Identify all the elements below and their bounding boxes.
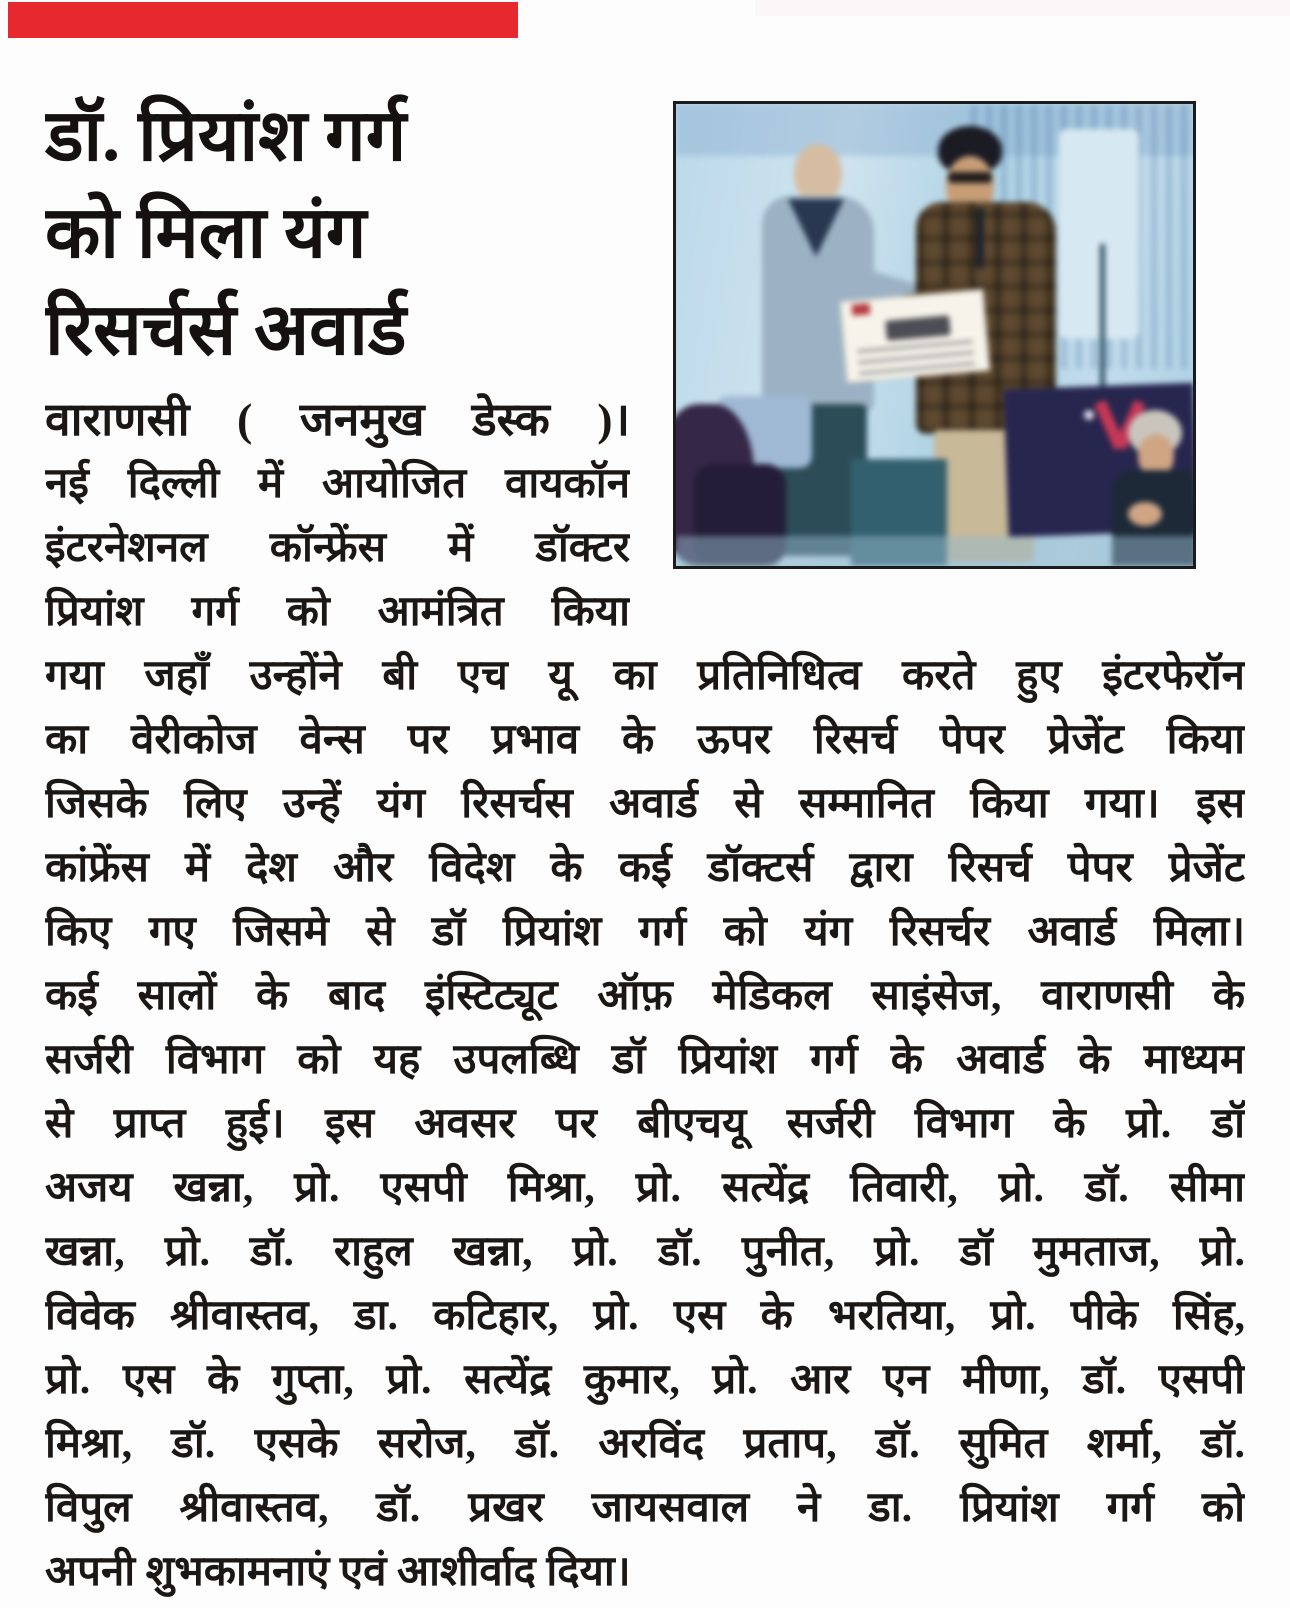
awardee-lanyard	[976, 208, 984, 268]
body-line: जिसके लिए उन्हें यंग रिसर्चस अवार्ड से सम्मानित किया गया। इस	[45, 781, 1245, 827]
body-line: का वेरीकोज वेन्स पर प्रभाव के ऊपर रिसर्च पेपर प्रेजेंट किया	[45, 717, 1245, 763]
body-line: मिश्रा, डॉ. एसके सरोज, डॉ. अरविंद प्रताप, डॉ. सुमित शर्मा, डॉ.	[45, 1421, 1245, 1467]
presenter-head	[794, 144, 842, 202]
awardee-glasses	[948, 172, 992, 183]
body-line: प्रो. एस के गुप्ता, प्रो. सत्येंद्र कुमार, प्रो. आर एन मीणा, डॉ. एसपी	[45, 1357, 1245, 1403]
body-line: से प्राप्त हुई। इस अवसर पर बीएचयू सर्जरी विभाग के प्रो. डॉ	[45, 1101, 1245, 1147]
body-line: किए गए जिसमे से डॉ प्रियांश गर्ग को यंग रिसर्चर अवार्ड मिला।	[45, 909, 1245, 955]
body-line: इंटरनेशनल कॉन्फ्रेंस में डॉक्टर	[45, 525, 630, 571]
article-headline	[45, 88, 605, 379]
body-line: विवेक श्रीवास्तव, डा. कटिहार, प्रो. एस के भरतिया, प्रो. पीके सिंह,	[45, 1293, 1245, 1339]
certificate-seal	[852, 303, 871, 316]
body-line: सर्जरी विभाग को यह उपलब्धि डॉ प्रियांश गर्ग के अवार्ड के माध्यम	[45, 1037, 1245, 1083]
body-line: कई सालों के बाद इंस्टिट्यूट ऑफ़ मेडिकल साइंसेज, वाराणसी के	[45, 973, 1245, 1019]
photo-light-panel	[1059, 129, 1139, 339]
body-line: कांफ्रेंस में देश और विदेश के कई डॉक्टर्स द्वारा रिसर्च पेपर प्रेजेंट	[45, 845, 1245, 891]
article-body	[45, 388, 1245, 1604]
scan-edge-tint	[755, 0, 1290, 16]
body-line: खन्ना, प्रो. डॉ. राहुल खन्ना, प्रो. डॉ. पुनीत, प्रो. डॉ मुमताज, प्रो.	[45, 1229, 1245, 1275]
masthead-red-bar	[8, 2, 518, 38]
body-line: अपनी शुभकामनाएं एवं आशीर्वाद दिया।	[45, 1549, 631, 1595]
dateline: वाराणसी ( जनमुख डेस्क )।	[45, 394, 630, 445]
headline-line-1: डॉ. प्रियांश गर्ग	[45, 96, 407, 176]
headline-line-2: को मिला यंग	[45, 193, 367, 273]
body-line: नई दिल्ली में आयोजित वायकॉन	[45, 461, 630, 507]
headline-line-3: रिसर्चर्स अवार्ड	[45, 290, 407, 370]
body-line: अजय खन्ना, प्रो. एसपी मिश्रा, प्रो. सत्येंद्र तिवारी, प्रो. डॉ. सीमा	[45, 1165, 1245, 1211]
body-line: गया जहाँ उन्होंने बी एच यू का प्रतिनिधित्व करते हुए इंटरफेरॉन	[45, 653, 1245, 699]
body-line: प्रियांश गर्ग को आमंत्रित किया	[45, 589, 630, 635]
body-line: विपुल श्रीवास्तव, डॉ. प्रखर जायसवाल ने डा. प्रियांश गर्ग को	[45, 1485, 1245, 1531]
